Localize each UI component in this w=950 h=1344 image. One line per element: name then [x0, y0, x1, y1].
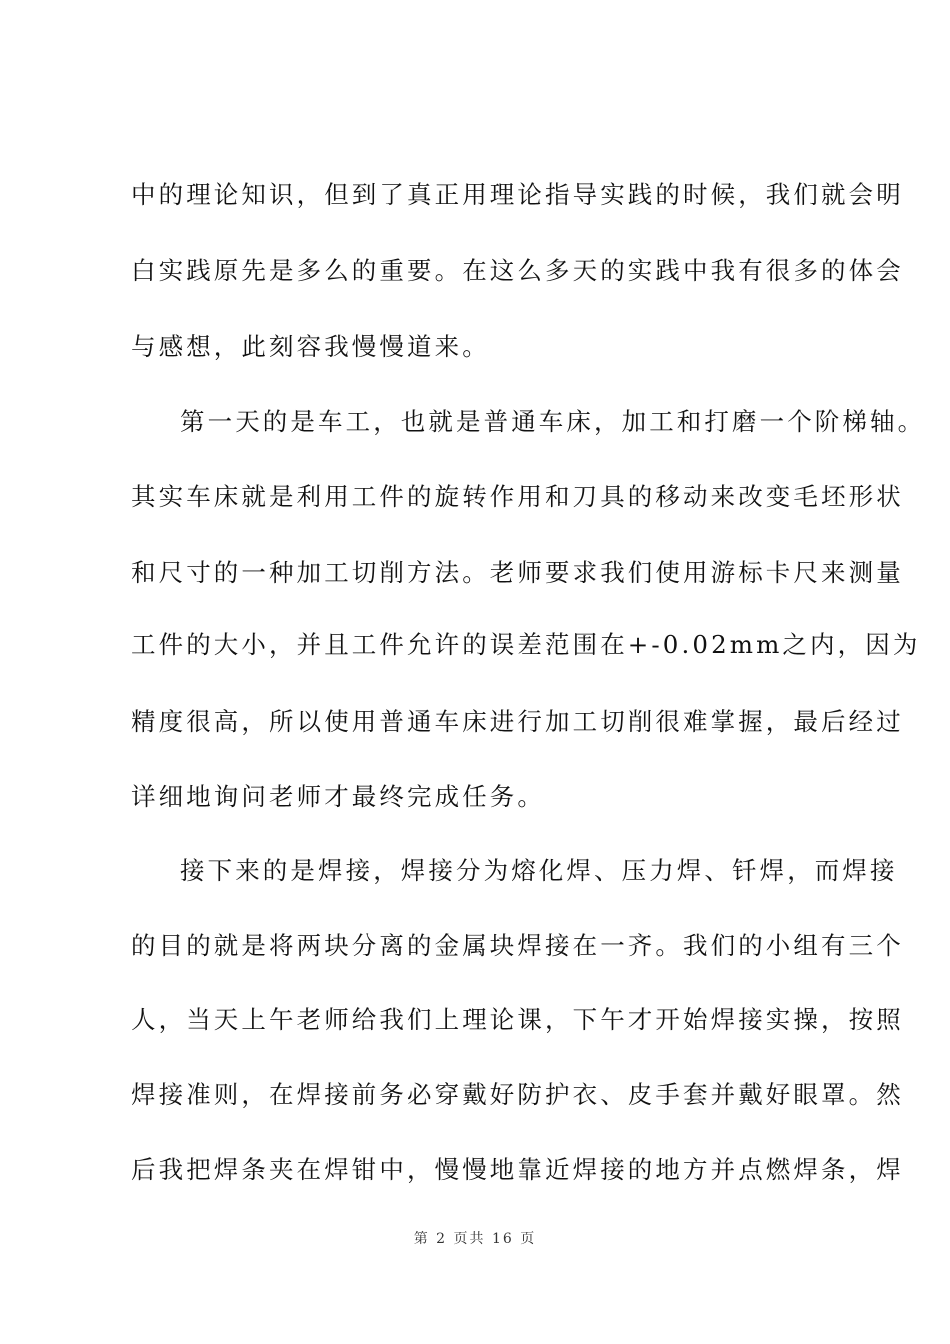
text-line: 白实践原先是多么的重要。在这么多天的实践中我有很多的体会 [131, 256, 904, 285]
text-line: 工件的大小，并且工件允许的误差范围在+-0.02mm之内，因为 [131, 630, 921, 659]
text-line: 详细地询问老师才最终完成任务。 [131, 782, 545, 811]
text-line: 中的理论知识，但到了真正用理论指导实践的时候，我们就会明 [131, 180, 904, 209]
paragraph-first-line: 第一天的是车工，也就是普通车床，加工和打磨一个阶梯轴。 [180, 407, 926, 436]
text-line: 精度很高，所以使用普通车床进行加工切削很难掌握，最后经过 [131, 707, 904, 736]
text-line: 的目的就是将两块分离的金属块焊接在一齐。我们的小组有三个 [131, 931, 904, 960]
text-line: 后我把焊条夹在焊钳中，慢慢地靠近焊接的地方并点燃焊条，焊 [131, 1155, 904, 1184]
text-line: 其实车床就是利用工件的旋转作用和刀具的移动来改变毛坯形状 [131, 482, 904, 511]
paragraph-first-line: 接下来的是焊接，焊接分为熔化焊、压力焊、钎焊，而焊接 [180, 856, 898, 885]
page-footer: 第 2 页共 16 页 [413, 1231, 537, 1247]
text-line: 与感想，此刻容我慢慢道来。 [131, 332, 490, 361]
text-line: 焊接准则，在焊接前务必穿戴好防护衣、皮手套并戴好眼罩。然 [131, 1080, 904, 1109]
text-line: 人，当天上午老师给我们上理论课，下午才开始焊接实操，按照 [131, 1005, 904, 1034]
text-line: 和尺寸的一种加工切削方法。老师要求我们使用游标卡尺来测量 [131, 558, 904, 587]
